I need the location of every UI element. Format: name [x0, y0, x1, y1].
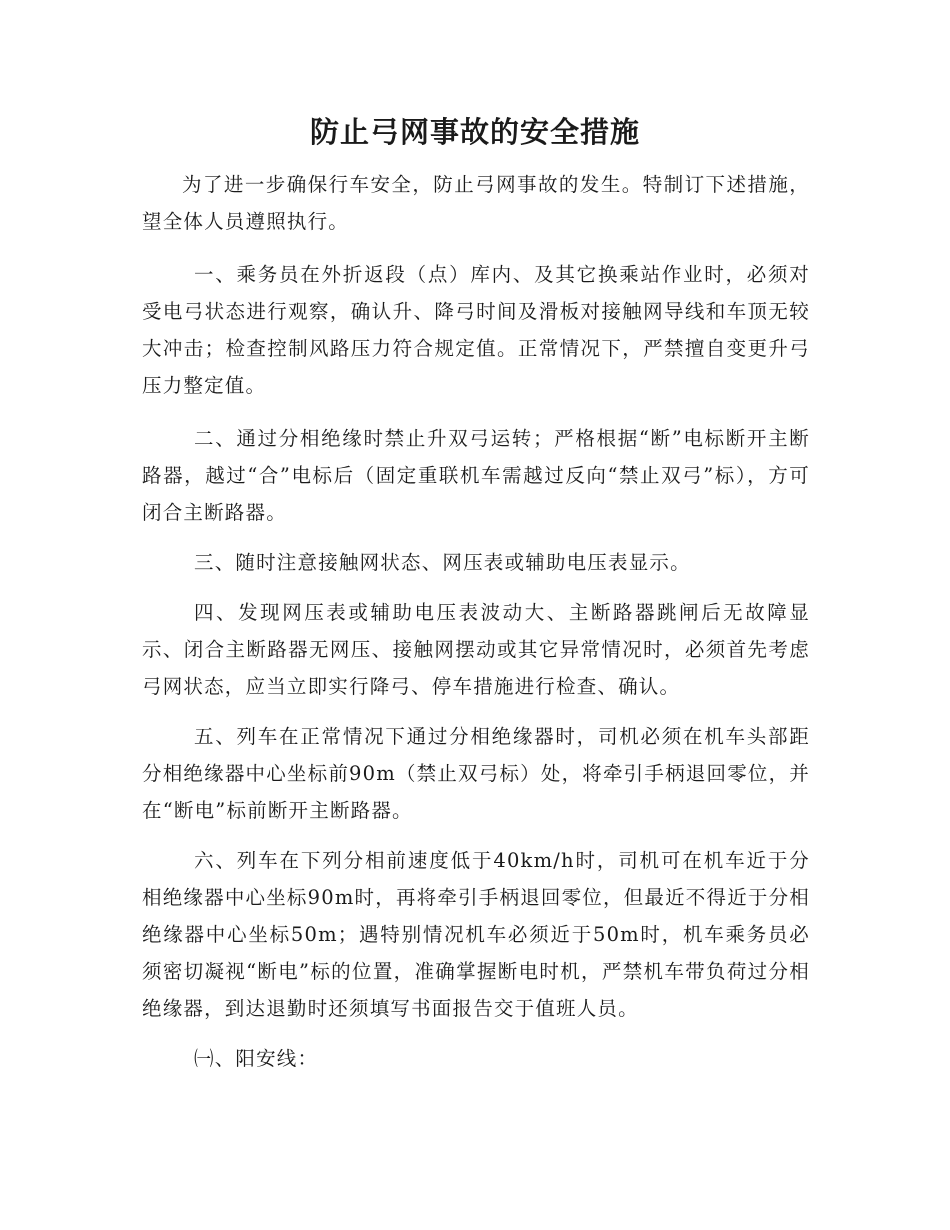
measure-paragraph-3: 三、随时注意接触网状态、网压表或辅助电压表显示。	[194, 551, 691, 574]
measure-paragraph-1: 一、乘务员在外折返段（点）库内、及其它换乘站作业时，必须对受电弓状态进行观察，确认升、降弓时间及滑板对接触网导线和车顶无较大冲击；检查控制风路压力符合规定值。正常情况下，严禁擅自变更升弓压力整定值。	[142, 263, 810, 397]
section-heading-yangan-line: ㈠、阳安线：	[194, 1047, 319, 1070]
document-title: 防止弓网事故的安全措施	[309, 115, 640, 149]
measure-paragraph-4: 四、发现网压表或辅助电压表波动大、主断路器跳闸后无故障显示、闭合主断路器无网压、接触网摆动或其它异常情况时，必须首先考虑弓网状态，应当立即实行降弓、停车措施进行检查、确认。	[142, 601, 810, 698]
measure-paragraph-2: 二、通过分相绝缘时禁止升双弓运转；严格根据“断”电标断开主断路器，越过“合”电标后（固定重联机车需越过反向“禁止双弓”标），方可闭合主断路器。	[142, 427, 810, 524]
measure-paragraph-5: 五、列车在正常情况下通过分相绝缘器时，司机必须在机车头部距分相绝缘器中心坐标前90m（禁止双弓标）处，将牵引手柄退回零位，并在“断电”标前断开主断路器。	[142, 725, 810, 822]
measure-paragraph-6: 六、列车在下列分相前速度低于40km/h时，司机可在机车近于分相绝缘器中心坐标90m时，再将牵引手柄退回零位，但最近不得近于分相绝缘器中心坐标50m；遇特别情况机车必须近于50m时，机车乘务员必须密切凝视“断电”标的位置，准确掌握断电时机，严禁机车带负荷过分相绝缘器，到达退勤时还须填写书面报告交于值班人员。	[142, 849, 810, 1020]
intro-paragraph: 为了进一步确保行车安全，防止弓网事故的发生。特制订下述措施，望全体人员遵照执行。	[142, 173, 810, 233]
document-body	[142, 166, 810, 1077]
